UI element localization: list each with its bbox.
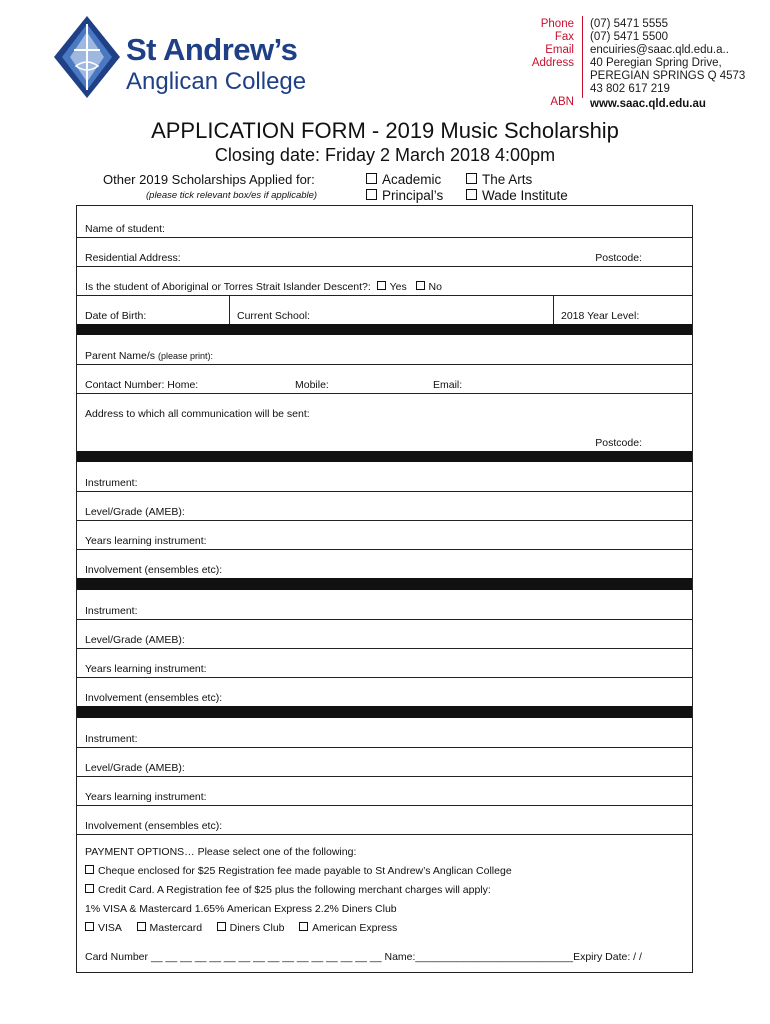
card-diners[interactable]: Diners Club [217,922,285,934]
level-row[interactable]: Level/Grade (AMEB): [77,747,692,777]
payment-credit-option[interactable]: Credit Card. A Registration fee of $25 plus the following merchant charges will apply: [85,884,491,896]
blank-label [532,70,574,83]
closing-date: Closing date: Friday 2 March 2018 4:00pm [214,145,556,165]
instrument-row[interactable]: Instrument: [77,590,692,620]
contact-row[interactable] [77,364,692,394]
checkbox-icon[interactable] [299,922,308,931]
payment-cheque-option[interactable]: Cheque enclosed for $25 Registration fee made payable to St Andrew’s Anglican College [85,865,512,877]
level-row[interactable]: Level/Grade (AMEB): [77,619,692,649]
descent-question: Is the student of Aboriginal or Torres Strait Islander Descent?: Yes No [85,281,442,293]
mobile-label: Mobile: [295,379,329,391]
contact-values [590,18,745,96]
checkbox-icon[interactable] [366,173,377,184]
contact-labels [532,18,574,109]
checkbox-icon[interactable] [137,922,146,931]
parent-name-row[interactable] [77,335,692,365]
divider [553,295,554,324]
involvement-row[interactable]: Involvement (ensembles etc): [85,692,223,704]
option-the-arts[interactable]: The Arts [466,172,532,187]
website: www.saac.qld.edu.au [590,98,706,110]
section-divider [77,324,692,335]
address-line1: 40 Peregian Spring Drive, [590,57,722,69]
checkbox-icon[interactable] [377,281,386,290]
checkbox-icon[interactable] [85,922,94,931]
postcode-label: Postcode: [595,252,642,264]
card-number-line[interactable]: Card Number __ __ __ __ __ __ __ __ __ __ __ __ __ __ __ __ Name:___________________________Expiry Date: / / [85,951,642,963]
checkbox-icon[interactable] [217,922,226,931]
address-line2: PEREGIAN SPRINGS Q 4573 [590,70,746,82]
checkbox-icon[interactable] [466,189,477,200]
parent-name-label: Parent Name/s (please print): [85,350,213,362]
phone-label: Phone [540,18,574,30]
option-principals[interactable]: Principal’s [366,188,443,203]
level-row[interactable]: Level/Grade (AMEB): [77,491,692,521]
college-crest-icon [52,14,122,100]
postcode-label: Postcode: [595,437,642,449]
blank-label [532,83,574,96]
section-divider [77,578,692,590]
dob-label: Date of Birth: [85,310,147,322]
dob-school-row[interactable] [77,295,692,325]
application-form [76,205,693,973]
years-row[interactable]: Years learning instrument: [77,648,692,678]
checkbox-icon[interactable] [466,173,477,184]
years-row[interactable]: Years learning instrument: [77,520,692,550]
year-level-label: 2018 Year Level: [561,310,640,322]
abn-value: 43 802 617 219 [590,83,670,95]
card-amex[interactable]: American Express [299,922,397,934]
home-phone-label: Contact Number: Home: [85,379,199,391]
address-label: Residential Address: [85,252,181,264]
option-wade-institute[interactable]: Wade Institute [466,188,568,203]
checkbox-icon[interactable] [85,884,94,893]
address-row[interactable] [77,237,692,267]
phone-value: (07) 5471 5555 [590,18,669,30]
address-label: Address [531,57,574,69]
form-title: APPLICATION FORM - 2019 Music Scholarship [151,118,619,143]
involvement-row[interactable]: Involvement (ensembles etc): [77,805,692,835]
email-label: Email [545,44,574,56]
email-value: encuiries@saac.qld.edu.a.. [590,44,729,56]
card-visa[interactable]: VISA [85,922,122,934]
school-label: Current School: [237,310,310,322]
student-name-row[interactable] [77,206,692,238]
involvement-row[interactable]: Involvement (ensembles etc): [85,564,223,576]
checkbox-icon[interactable] [85,865,94,874]
comm-address-row[interactable] [77,393,692,422]
contact-divider [582,16,583,98]
section-divider [77,706,692,718]
fax-value: (07) 5471 5500 [590,31,669,43]
other-scholarships-label: Other 2019 Scholarships Applied for: [103,172,315,187]
descent-row [77,266,692,296]
comm-postcode-row[interactable] [77,422,692,451]
email-field-label: Email: [433,379,463,391]
school-subname: Anglican College [126,68,307,95]
section-divider [77,451,692,462]
comm-address-label: Address to which all communication will be sent: [85,408,310,420]
checkbox-icon[interactable] [416,281,425,290]
instrument-row[interactable]: Instrument: [77,462,692,492]
student-name-label: Name of student: [85,223,165,235]
card-type-options [85,922,397,934]
divider [229,295,230,324]
payment-heading: PAYMENT OPTIONS… Please select one of the following: [85,846,357,858]
card-mastercard[interactable]: Mastercard [137,922,203,934]
option-academic[interactable]: Academic [366,172,441,187]
abn-label: ABN [550,96,574,108]
other-scholarships-note: (please tick relevant box/es if applicable) [146,190,318,201]
school-name: St Andrew’s [126,32,298,67]
checkbox-icon[interactable] [366,189,377,200]
merchant-charges: 1% VISA & Mastercard 1.65% American Express 2.2% Diners Club [85,903,397,915]
fax-label: Fax [554,31,574,43]
instrument-row[interactable]: Instrument: [77,718,692,748]
college-logo [52,14,307,102]
years-row[interactable]: Years learning instrument: [77,776,692,806]
